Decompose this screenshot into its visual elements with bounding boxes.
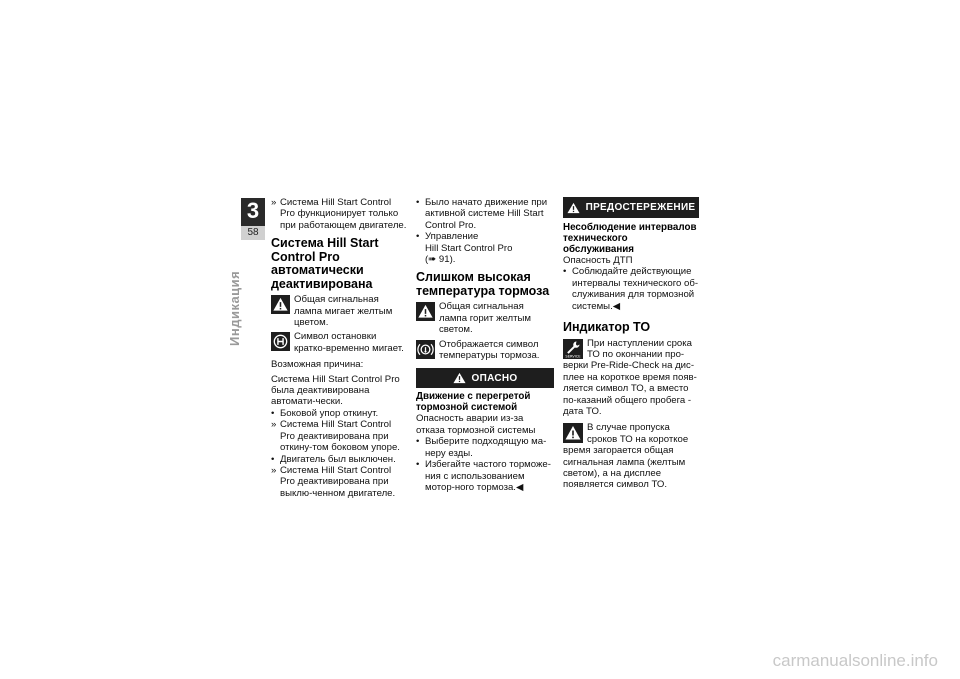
danger-label: ОПАСНО (471, 372, 518, 384)
indicator-text: Общая сигнальная лампа горит желтым светом. (439, 301, 532, 336)
page-reference-link[interactable]: (➠ 91). (425, 254, 456, 266)
column-3 (563, 197, 699, 491)
section-title-vertical: Индикация (227, 270, 242, 346)
hill-hold-icon (271, 332, 290, 351)
indicator-row (416, 339, 554, 362)
warning-banner (563, 197, 699, 218)
indicator-row (271, 294, 407, 328)
warning-triangle-icon (563, 423, 583, 443)
indicator-row (416, 301, 554, 335)
service-wrench-icon (563, 339, 583, 359)
warning-triangle-icon (567, 202, 580, 214)
warning-text: В случае пропуска сроков ТО на короткое время загорается общая сигнальная лампа (желтым светом), а на дисплее появляется символ ТО. (563, 422, 689, 491)
chapter-tab (241, 198, 265, 240)
danger-subhead: Движение с перегретой тормозной системой (416, 391, 531, 414)
service-icon-label: SERVICE (565, 354, 581, 359)
result-item: » Система Hill Start Control Pro деактивирована при выклю-ченном двигателе. (271, 464, 396, 499)
warning-paragraph (563, 422, 699, 490)
cause-label: Возможная причина: (271, 359, 364, 371)
bullet-item: • Было начато движение при активной системе Hill Start Control Pro. (416, 197, 548, 231)
service-paragraph (563, 338, 699, 418)
watermark: carmanualsonline.info (772, 651, 938, 670)
indicator-text: Отображается символ температуры тормоза. (439, 338, 540, 362)
bullet-item: • Управление Hill Start Control Pro (➠ 91). (416, 231, 513, 266)
warning-triangle-icon (453, 372, 466, 384)
heading-hsc-deactivated: Система Hill Start Control Pro автоматически деактивирована (271, 236, 379, 291)
result-item: » Система Hill Start Control Pro деактивирована при откину-том боковом упоре. (271, 419, 400, 454)
indicator-text: Общая сигнальная лампа мигает желтым цветом. (294, 294, 393, 329)
brake-temperature-icon (416, 340, 435, 359)
cause-text: Система Hill Start Control Pro была деактивирована автомати-чески. (271, 373, 400, 408)
heading-brake-temperature: Слишком высокая температура тормоза (416, 270, 550, 298)
bullet-item: • Выберите подходящую ма-неру езды. (416, 436, 547, 459)
bullet-item: • Соблюдайте действующие интервалы технического об-служивания для тормозной системы.◀ (563, 266, 699, 312)
service-text: При наступлении срока ТО по окончании про-верки Pre-Ride-Check на дис-плее на короткое время появ-ляется символ ТО, а вместо по-казаний общего пробега - дата ТО. (563, 337, 697, 417)
page-number: 58 (241, 226, 265, 240)
danger-description: Опасность аварии из-за отказа тормозной системы (416, 413, 536, 436)
column-1 (271, 197, 407, 499)
heading-service-indicator: Индикатор ТО (563, 320, 651, 335)
warning-description: Опасность ДТП (563, 255, 633, 266)
warning-label: ПРЕДОСТЕРЕЖЕНИЕ (585, 201, 696, 213)
danger-banner (416, 368, 554, 388)
warning-triangle-icon (416, 302, 435, 321)
result-item: » Система Hill Start Control Pro функционирует только при работающем двигателе. (271, 197, 407, 231)
bullet-item: • Двигатель был выключен. (271, 453, 396, 465)
column-2 (416, 197, 554, 493)
warning-subhead: Несоблюдение интервалов технического обслуживания (563, 222, 697, 255)
warning-triangle-icon (271, 295, 290, 314)
bullet-item: • Избегайте частого торможе-ния с использованием мотор-ного тормоза.◀ (416, 459, 551, 493)
indicator-row (271, 331, 407, 354)
bullet-item: • Боковой упор откинут. (271, 407, 379, 419)
chapter-number: 3 (241, 198, 265, 226)
indicator-text: Символ остановки кратко-временно мигает. (294, 331, 404, 354)
